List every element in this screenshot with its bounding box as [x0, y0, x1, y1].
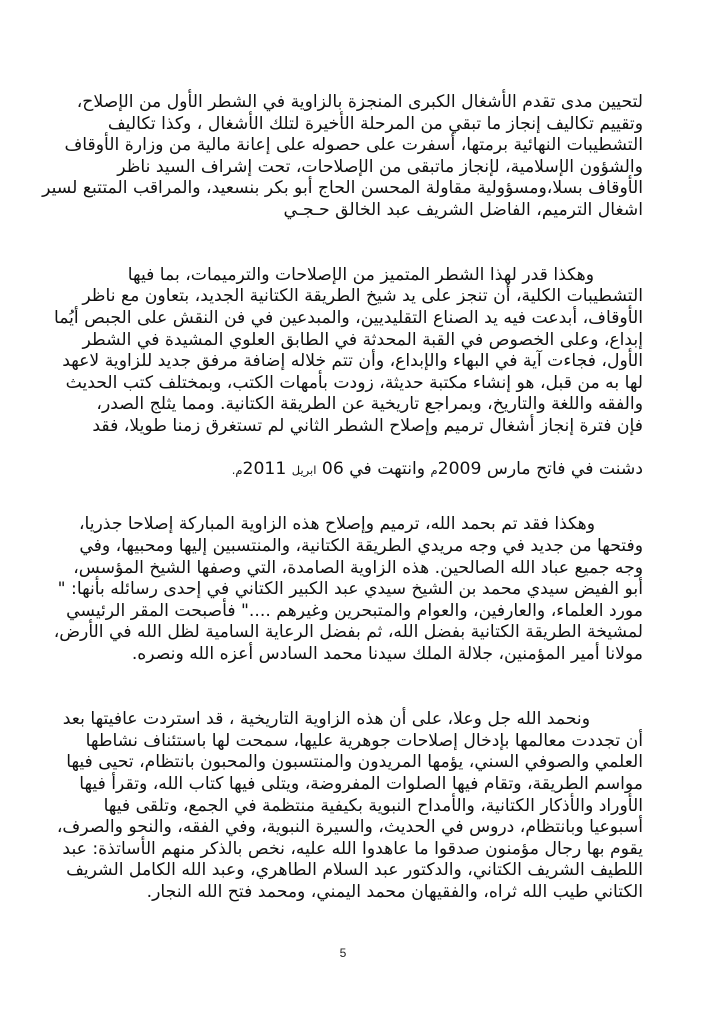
text-line: لمشيخة الطريقة الكتانية بفضل الله، ثم بفضل الرعاية السامية لظل الله في الأرض،	[53, 622, 643, 642]
text-line: مورد العلماء، والعارفين، والعوام والمتبحرين وغيرهم ...." فأصبحت المقر الرئيسي	[66, 601, 643, 621]
text-line: أسبوعيا وبانتظام، دروس في الحديث، والسيرة النبوية، وفي الفقه، والنحو والصرف،	[56, 817, 643, 837]
page-number: 5	[339, 946, 347, 960]
text-line: فإن فترة إنجاز أشغال ترميم وإصلاح الشطر الثاني لم تستغرق زمنا طويلا، فقد	[92, 416, 643, 436]
text-line: التشطيبات الكلية، أن تنجز على يد شيخ الطريقة الكتانية الجديد، بتعاون مع ناظر	[82, 286, 643, 306]
text-line: ونحمد الله جل وعلا، على أن هذه الزاوية التاريخية ، قد استردت عافيتها بعد	[62, 709, 590, 729]
date-month: ابريل	[291, 463, 317, 477]
text-line: الأول، فجاءت آية في البهاء والإبداع، وأن تتم خلاله إضافة مرفق جديد للزاوية لاعهد	[62, 351, 643, 371]
text-line: أن تجددت معالمها بإدخال إصلاحات جوهرية عليها، سمحت لها باستئناف نشاطها	[85, 731, 643, 751]
text-line: الكتاني طيب الله ثراه، والفقيهان محمد اليمني، ومحمد فتح الله النجار.	[146, 882, 643, 902]
text-line: مواسم الطريقة، وتقام فيها الصلوات المفروضة، ويتلى فيها كتاب الله، وتقرأ فيها	[79, 774, 643, 794]
text-line: والفقه واللغة والتاريخ، وبمراجع تاريخية عن الطريقة الكتانية. ومما يثلج الصدر،	[96, 394, 643, 414]
text-line: مولانا أمير المؤمنين، جلالة الملك سيدنا محمد السادس أعزه الله ونصره.	[131, 644, 643, 664]
text-line: الأوقاف، أبدعت فيه يد الصناع التقليديين، والمبدعين في فن النقش على الجبص أيُما	[53, 308, 643, 328]
date-line	[232, 458, 643, 481]
text-line: التشطيبات النهائية برمتها، أسفرت على حصوله على إعانة مالية من وزارة الأوقاف	[64, 135, 643, 155]
date-text: دشنت في فاتح مارس 2009	[437, 459, 643, 479]
text-line: اشغال الترميم، الفاضل الشريف عبد الخالق حـجـي	[283, 200, 643, 220]
text-line: اللطيف الشريف الكتاني، والدكتور عبد السلام الطاهري، وعبد الله الكامل الشريف	[66, 860, 643, 880]
date-suffix: م	[430, 463, 438, 477]
text-line: وهكذا قدر لهذا الشطر المتميز من الإصلاحات والترميمات، بما فيها	[127, 265, 594, 285]
text-line: الأوراد والأذكار الكتانية، والأمداح النبوية بكيفية منتظمة في الجمع، وتلقى فيها	[103, 796, 643, 816]
text-line: يقوم بها رجال مؤمنون صدقوا ما عاهدوا الله عليه، نخص بالذكر منهم الأساتذة: عبد	[62, 839, 643, 859]
text-line: والشؤون الإسلامية، لإنجاز ماتبقى من الإصلاحات، تحت إشراف السيد ناظر	[117, 157, 643, 177]
text-line: الأوقاف بسلا،ومسؤولية مقاولة المحسن الحاج أبو بكر بنسعيد، والمراقب المتتبع لسير	[42, 178, 643, 198]
date-text: 2011	[242, 459, 292, 479]
text-line: وفتحها من جديد في وجه مريدي الطريقة الكتانية، والمنتسبين إليها ومحبيها، وفي	[79, 536, 643, 556]
text-line: وتقييم تكاليف إنجاز ما تبقي من المرحلة الأخيرة لتلك الأشغال ، وكذا تكاليف	[107, 114, 643, 134]
date-text: وانتهت في 06	[316, 459, 431, 479]
text-line: وجه جميع عباد الله الصالحين. هذه الزاوية الصامدة، التي وصفها الشيخ المؤسس،	[73, 558, 643, 578]
text-line: أبو الفيض سيدي محمد بن الشيخ سيدي عبد الكبير الكتاني في إحدى رسائله بأنها: "	[57, 579, 643, 599]
text-line: لتحيين مدى تقدم الأشغال الكبرى المنجزة بالزاوية في الشطر الأول من الإصلاح،	[76, 92, 643, 112]
date-suffix: م.	[231, 463, 243, 477]
text-line: وهكذا فقد تم بحمد الله، ترميم وإصلاح هذه الزاوية المباركة إصلاحا جذريا،	[78, 514, 595, 534]
text-line: لها به من قبل، هو إنشاء مكتبة حديثة، زودت بأمهات الكتب، وبمختلف كتب الحديث	[65, 373, 643, 393]
text-line: العلمي والصوفي السني، يؤمها المريدون والمنتسبون والمحبون بانتظام، تحيى فيها	[66, 752, 643, 772]
text-line: إبداع، وعلى الخصوص في القبة المحدثة في الطابق العلوي المشيدة في الشطر	[82, 330, 643, 350]
